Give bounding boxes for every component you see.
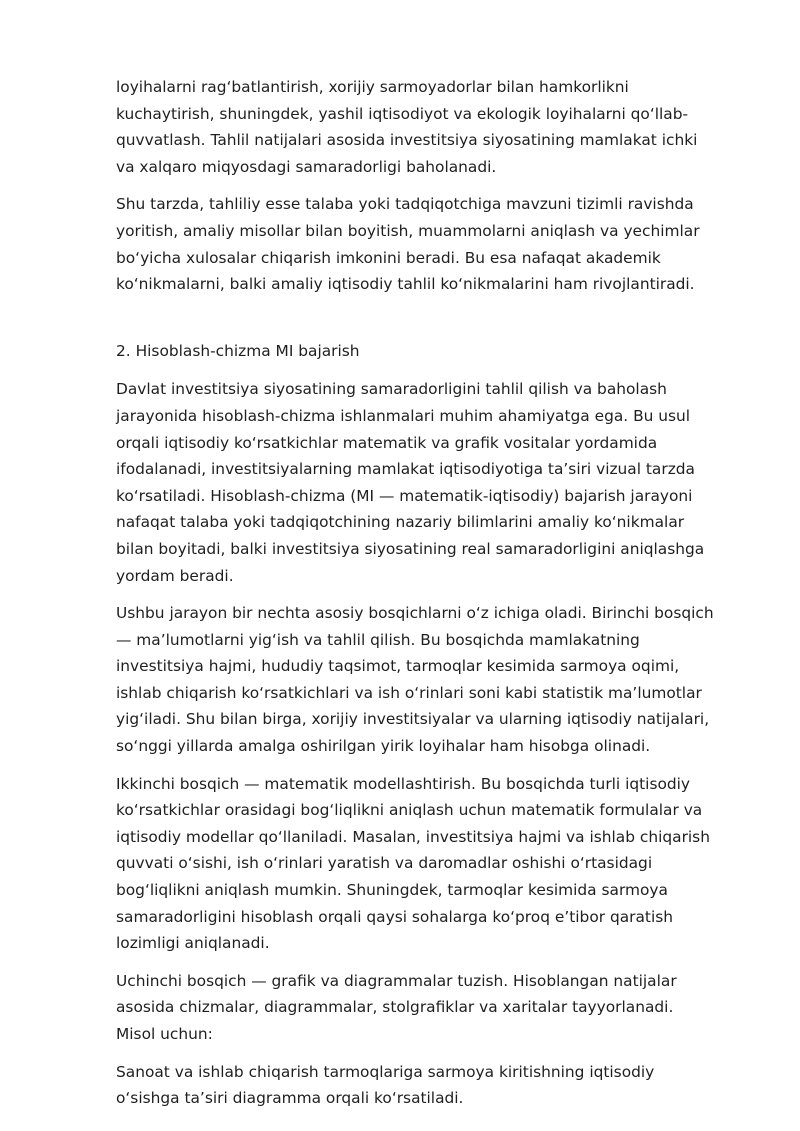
section-heading: 2. Hisoblash-chizma MI bajarish (116, 341, 360, 360)
paragraph-intro-2: Shu tarzda, tahliliy esse talaba yoki tadqiqotchiga mavzuni tizimli ravishda yoritish, amaliy misollar bilan boyitish, muammolarni aniqlash va yechimlar bo‘yicha xulosalar chiqarish imkonini beradi. Bu esa nafaqat akademik ko‘nikmalarni, balki amaliy iqtisodiy tahlil ko‘nikmalarini ham rivojlantiradi. (116, 195, 700, 294)
paragraph-section-2: Ushbu jarayon bir nechta asosiy bosqichlarni o‘z ichiga oladi. Birinchi bosqich — ma’lumotlarni yig‘ish va tahlil qilish. Bu bosqichda mamlakatning investitsiya hajmi, hududiy taqsimot, tarmoqlar kesimida sarmoya oqimi, ishlab chiqarish ko‘rsatkichlari va ish o‘rinlari soni kabi statistik ma’lumotlar yig‘iladi. Shu bilan birga, xorijiy investitsiyalar va ularning iqtisodiy natijalari, so‘nggi yillarda amalga oshirilgan yirik loyihalar ham hisobga olinadi. (116, 604, 714, 756)
paragraph-section-1: Davlat investitsiya siyosatining samaradorligini tahlil qilish va baholash jarayonida hisoblash-chizma ishlanmalari muhim ahamiyatga ega. Bu usul orqali iqtisodiy ko‘rsatkichlar matematik va grafik vositalar yordamida ifodalanadi, investitsiyalarning mamlakat iqtisodiyotiga ta’siri vizual tarzda ko‘rsatiladi. Hisoblash-chizma (MI — matematik-iqtisodiy) bajarish jarayoni nafaqat talaba yoki tadqiqotchining nazariy bilimlarini amaliy ko‘nikmalar bilan boyitadi, balki investitsiya siyosatining real samaradorligini aniqlashga yordam beradi. (116, 380, 705, 585)
paragraph-intro-1: loyihalarni rag‘batlantirish, xorijiy sarmoyadorlar bilan hamkorlikni kuchaytirish, shuningdek, yashil iqtisodiyot va ekologik loyihalarni qo‘llab-quvvatlash. Tahlil natijalari asosida investitsiya siyosatining mamlakat ichki va xalqaro miqyosdagi samaradorligi baholanadi. (116, 78, 698, 176)
paragraph-section-3: Ikkinchi bosqich — matematik modellashtirish. Bu bosqichda turli iqtisodiy ko‘rsatkichlar orasidagi bog‘liqlikni aniqlash uchun matematik formulalar va iqtisodiy modellar qo‘llaniladi. Masalan, investitsiya hajmi va ishlab chiqarish quvvati o‘sishi, ish o‘rinlari yaratish va daromadlar oshishi o‘rtasidagi bog‘liqlikni aniqlash mumkin. Shuningdek, tarmoqlar kesimida sarmoya samaradorligini hisoblash orqali qaysi sohalarga ko‘proq e’tibor qaratish lozimligi aniqlanadi. (116, 774, 710, 953)
paragraph-section-4: Uchinchi bosqich — grafik va diagrammalar tuzish. Hisoblangan natijalar asosida chizmalar, diagrammalar, stolgrafiklar va xaritalar tayyorlanadi. Misol uchun: (116, 971, 677, 1043)
paragraph-section-5: Sanoat va ishlab chiqarish tarmoqlariga sarmoya kiritishning iqtisodiy o‘sishga ta’siri diagramma orqali ko‘rsatiladi. (116, 1062, 655, 1108)
document-body (116, 74, 716, 1123)
